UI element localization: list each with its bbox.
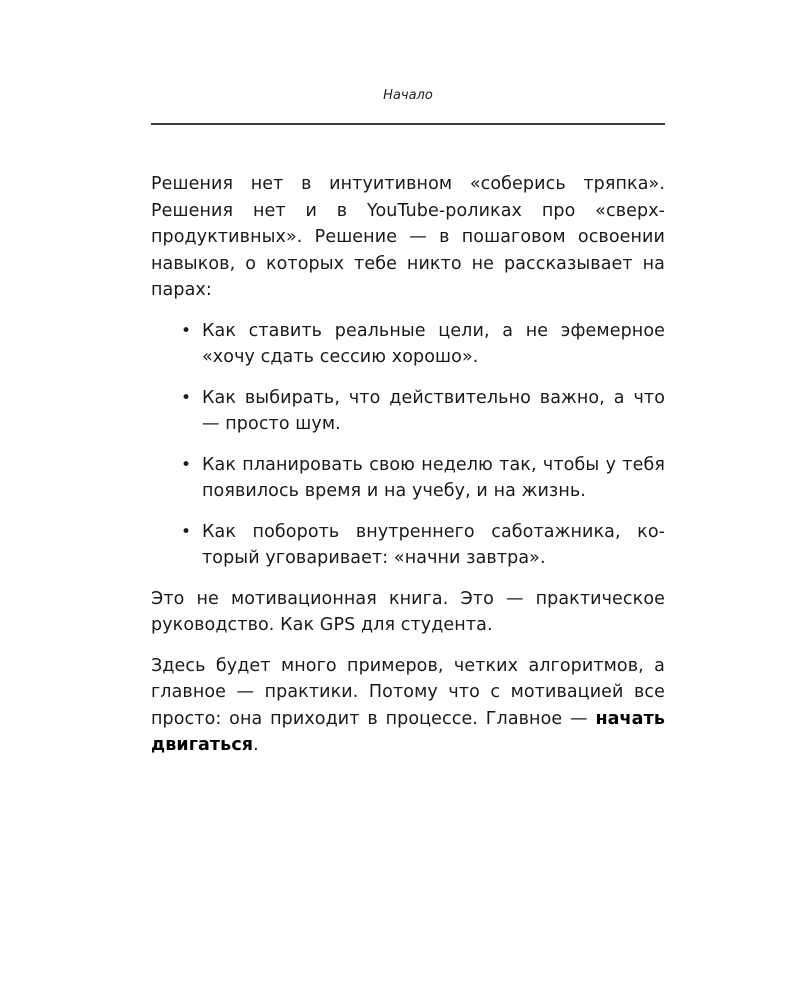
paragraph-closing	[151, 653, 665, 759]
intro-paragraph: Решения нет в интуитивном «соберись тряпка». Решения нет и в YouTube-роликах про «сверхпродуктивных». Решение — в пошаговом освоении навыков, о которых тебе никто не рассказывает на парах:	[151, 174, 665, 300]
bullet-item	[151, 318, 665, 371]
bullet-text: Как ставить реальные цели, а не эфемерное «хочу сдать сессию хорошо».	[202, 320, 665, 367]
bullet-dot-icon: •	[181, 387, 192, 408]
closing-emphasis: начать двигаться	[151, 708, 665, 755]
bullet-text: Как побороть внутреннего саботажника, который уговаривает: «начни завтра».	[202, 521, 665, 568]
page-body	[151, 171, 665, 773]
running-header: Начало	[383, 88, 433, 103]
bullet-dot-icon: •	[181, 320, 192, 341]
header-divider	[151, 123, 665, 125]
bullet-text: Как выбирать, что действительно важно, а что — просто шум.	[202, 387, 665, 434]
bullet-dot-icon: •	[181, 454, 192, 475]
closing-period: .	[253, 735, 259, 755]
bullet-item	[151, 519, 665, 572]
bullet-list	[151, 318, 665, 572]
bullet-dot-icon: •	[181, 521, 192, 542]
bullet-item	[151, 385, 665, 438]
bullet-item	[151, 452, 665, 505]
bullet-text: Как планировать свою неделю так, чтобы у тебя появилось время и на учебу, и на жизнь.	[202, 454, 665, 501]
closing-text: Здесь будет много примеров, четких алгоритмов, а главное — практики. Потому что с мотивацией все просто: она приходит в процессе. Главное —	[151, 655, 665, 729]
paragraph-practical-guide: Это не мотивационная книга. Это — практическое руководство. Как GPS для студента.	[151, 588, 665, 635]
